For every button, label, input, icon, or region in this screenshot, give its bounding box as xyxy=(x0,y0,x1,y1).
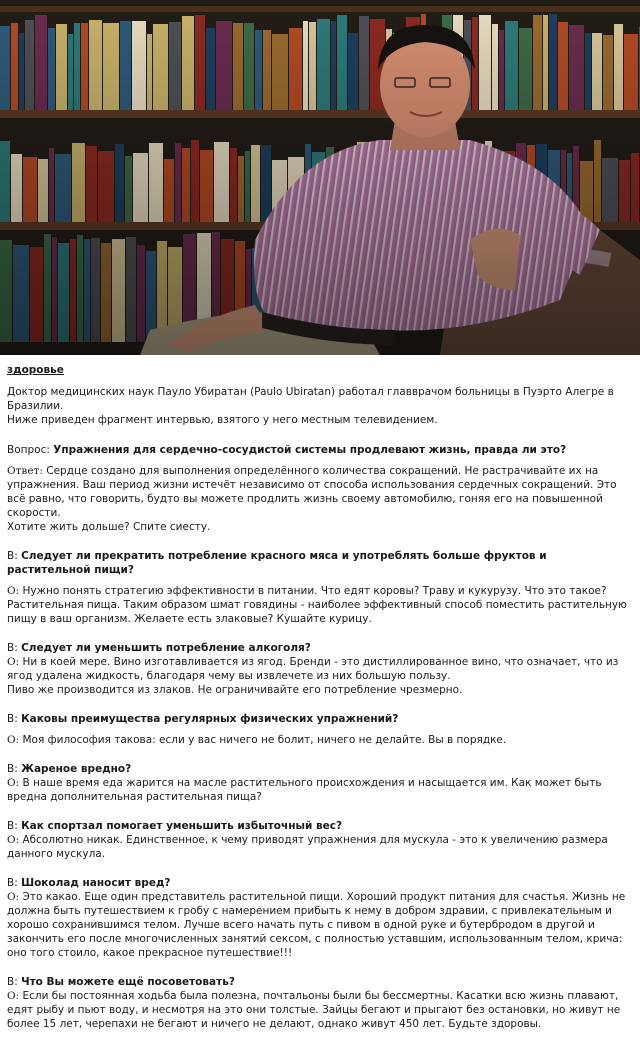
question-label: В: xyxy=(7,642,18,654)
answer xyxy=(7,733,633,747)
intro-line: Доктор медицинских наук Пауло Убиратан (Paulo Ubiratan) работал главврачом больницы в Пуэрто Алегре в Бразилии. xyxy=(7,386,614,412)
qa-block xyxy=(7,876,633,960)
answer xyxy=(7,776,633,804)
answer-text: Абсолютно никак. Единственное, к чему приводят упражнения для мускула - это к увеличению размера данного мускула. xyxy=(7,834,608,860)
qa-block xyxy=(7,549,633,626)
question xyxy=(7,762,633,776)
answer-label: О: xyxy=(7,777,20,789)
article xyxy=(0,355,640,1031)
question xyxy=(7,712,633,726)
question-text: Каковы преимущества регулярных физических упражнений? xyxy=(21,713,399,725)
question-label: В: xyxy=(7,976,18,988)
answer xyxy=(7,683,633,697)
answer-text: Это какао. Еще один представитель растительной пищи. Хороший продукт питания для счастья. Жизнь не должна быть путешествием к гробу с намерением прибыть к нему в добром здравии, с привлекательным и хорошо сохранившимся телом. Лучше всего начать путь с пивом в одной руке и бутербродом в другой и закончить его после многочисленных занятий сексом, с полностью уставшим, использованным телом, крича: оно того стоило, какое прекрасное путешествие!!! xyxy=(7,891,626,959)
answer-text: Пиво же производится из злаков. Не ограничивайте его потребление чрезмерно. xyxy=(7,684,463,696)
question-text: Упражнения для сердечно-сосудистой системы продлевают жизнь, правда ли это? xyxy=(53,444,567,456)
answer-text: Если бы постоянная ходьба была полезна, почтальоны были бы бессмертны. Касатки всю жизнь плавают, едят рыбу и пьют воду, и несмотря на это они толстые. Зайцы бегают и прыгают без остановки, но живут не более 15 лет, черепахи не бегают и ничего не делают, однако живут 450 лет. Будьте здоровы. xyxy=(7,990,621,1030)
qa-block xyxy=(7,712,633,747)
header-photo xyxy=(0,0,640,355)
portrait-illustration xyxy=(0,0,640,355)
question-label: В: xyxy=(7,713,18,725)
question-text: Как спортзал помогает уменьшить избыточный вес? xyxy=(21,820,343,832)
question xyxy=(7,641,633,655)
answer-text: В наше время еда жарится на масле растительного происхождения и насыщается им. Как может быть вредна дополнительная растительная пища? xyxy=(7,777,602,803)
section-tag-link[interactable]: здоровье xyxy=(7,364,64,376)
answer xyxy=(7,464,633,520)
answer xyxy=(7,584,633,626)
question xyxy=(7,549,633,577)
question xyxy=(7,443,633,457)
question-text: Шоколад наносит вред? xyxy=(21,877,171,889)
qa-block xyxy=(7,762,633,804)
answer-text: Ни в коей мере. Вино изготавливается из ягод. Бренди - это дистиллированное вино, что означает, что из ягод удалена жидкость, благодаря чему вы извлечете из них большую пользу. xyxy=(7,656,619,682)
answer-label: О: xyxy=(7,891,20,903)
question-label: В: xyxy=(7,763,18,775)
answer-label: О: xyxy=(7,990,20,1002)
answer-text: Хотите жить дольше? Спите сиесту. xyxy=(7,521,211,533)
qa-list xyxy=(7,443,633,1031)
question-label: В: xyxy=(7,877,18,889)
answer-label: Ответ: xyxy=(7,465,43,477)
article-intro xyxy=(7,385,633,427)
question-label: В: xyxy=(7,550,18,562)
question-label: В: xyxy=(7,820,18,832)
answer-text: Нужно понять стратегию эффективности в питании. Что едят коровы? Траву и кукурузу. Что это такое? Растительная пища. Таким образом шмат говядины - наиболее эффективный способ поместить растительную пищу в ваш организм. Желаете есть злаковые? Кушайте курицу. xyxy=(7,585,627,625)
answer xyxy=(7,989,633,1031)
answer xyxy=(7,520,633,534)
answer xyxy=(7,833,633,861)
question-text: Следует ли уменьшить потребление алкоголя? xyxy=(21,642,311,654)
qa-block xyxy=(7,819,633,861)
question-label: Вопрос: xyxy=(7,444,50,456)
answer-label: О: xyxy=(7,734,20,746)
qa-block xyxy=(7,443,633,534)
question xyxy=(7,975,633,989)
question xyxy=(7,876,633,890)
answer-label: О: xyxy=(7,585,20,597)
question-text: Что Вы можете ещё посоветовать? xyxy=(21,976,235,988)
intro-line: Ниже приведен фрагмент интервью, взятого у него местным телевидением. xyxy=(7,414,438,426)
answer-label: О: xyxy=(7,656,20,668)
qa-block xyxy=(7,975,633,1031)
answer xyxy=(7,890,633,960)
answer-text: Сердце создано для выполнения определённого количества сокращений. Не растрачивайте их на упражнения. Ваш период жизни истечёт независимо от способа использования сердечных сокращений. Это всё равно, что говорить, будто вы можете продлить жизнь своему автомобилю, гоняя его на повышенной скорости. xyxy=(7,465,617,519)
question-text: Жареное вредно? xyxy=(21,763,132,775)
qa-block xyxy=(7,641,633,697)
answer-label: О: xyxy=(7,834,20,846)
question xyxy=(7,819,633,833)
answer xyxy=(7,655,633,683)
question-text: Следует ли прекратить потребление красного мяса и употреблять больше фруктов и растительной пищи? xyxy=(7,550,547,576)
answer-text: Моя философия такова: если у вас ничего не болит, ничего не делайте. Вы в порядке. xyxy=(22,734,507,746)
